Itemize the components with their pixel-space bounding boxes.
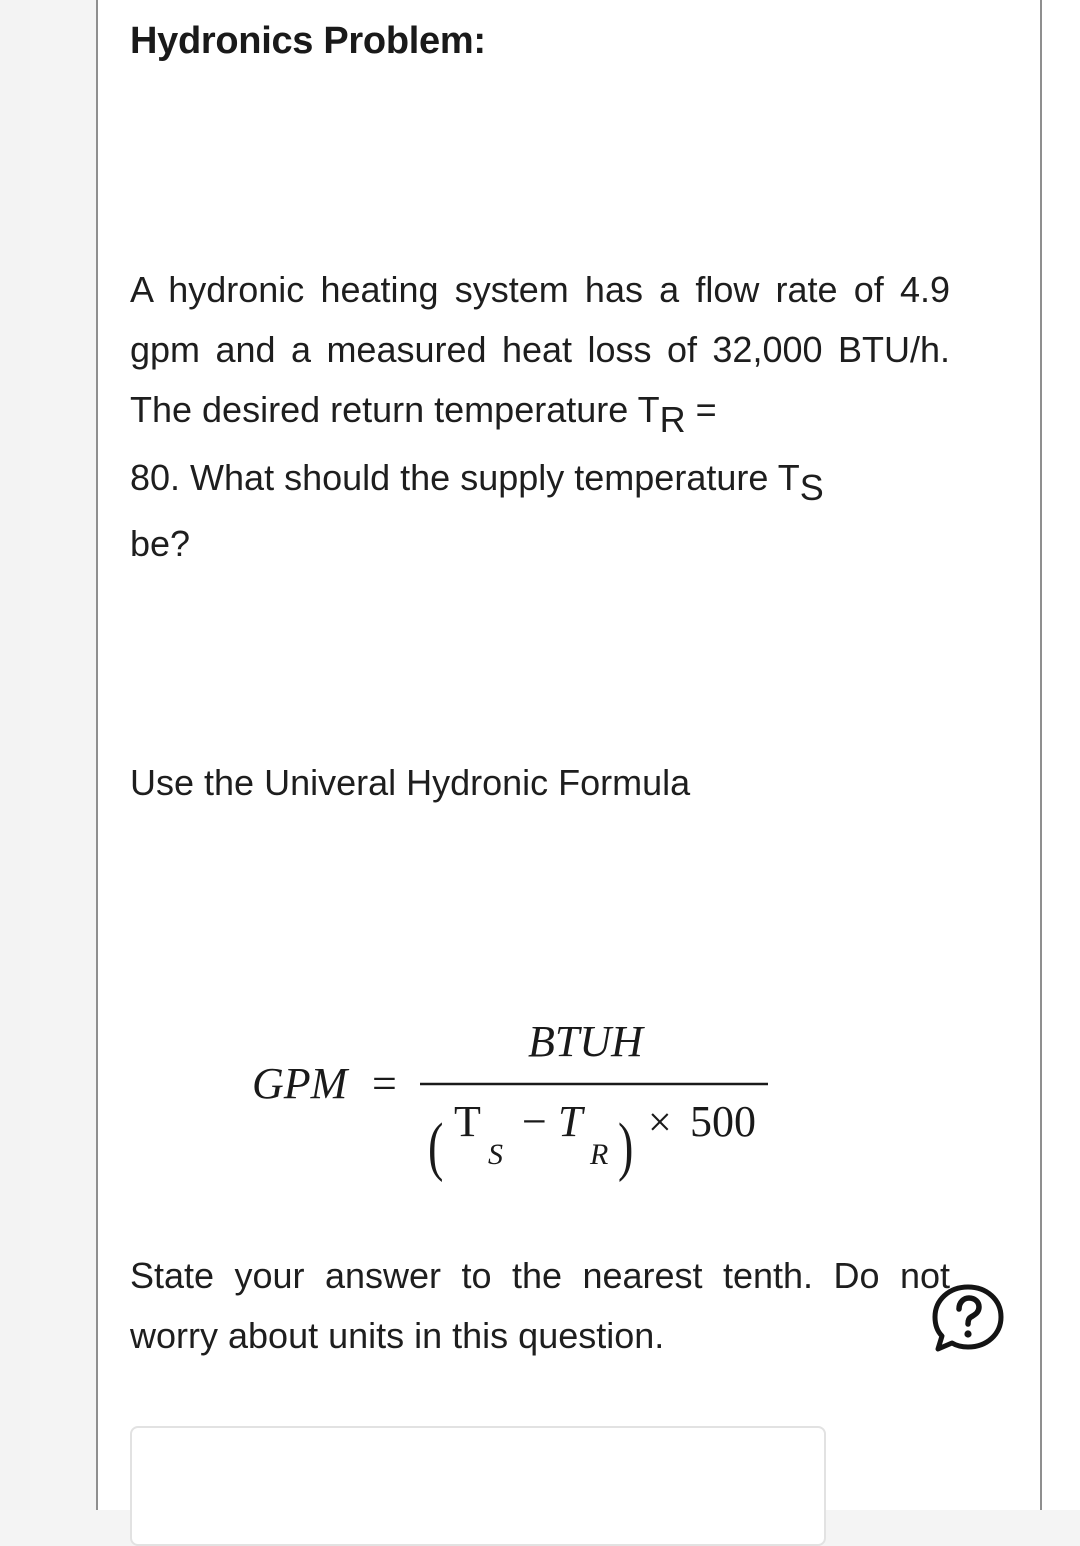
problem-text-part2: = — [685, 389, 717, 430]
problem-text — [130, 260, 950, 574]
answer-instructions: State your answer to the nearest tenth. Do not worry about units in this question. — [130, 1255, 950, 1356]
formula-paren-close: ) — [618, 1110, 634, 1184]
problem-text-part3: 80. What should the supply temperature T — [130, 457, 800, 498]
formula-numerator: BTUH — [528, 1017, 643, 1066]
formula-minus: − — [522, 1097, 547, 1146]
formula-constant: 500 — [690, 1097, 756, 1146]
problem-text-part4: be? — [130, 523, 191, 564]
answer-input[interactable] — [130, 1426, 826, 1546]
left-gutter — [0, 0, 30, 1510]
formula-intro: Use the Univeral Hydronic Formula — [130, 762, 691, 803]
tr-subscript: R — [659, 399, 686, 440]
formula-lhs: GPM — [252, 1059, 348, 1108]
formula-paren-open: ( — [428, 1110, 444, 1184]
ts-subscript: S — [799, 467, 824, 508]
formula-times: × — [648, 1100, 672, 1146]
formula-tr-sub: R — [590, 1138, 609, 1171]
formula-tr: T — [558, 1097, 583, 1146]
right-gutter — [1042, 0, 1080, 1510]
page-title: Hydronics Problem: — [130, 20, 486, 62]
help-speech-bubble-icon[interactable] — [930, 1283, 1006, 1355]
formula-equals: = — [372, 1059, 397, 1108]
problem-text-part1: A hydronic heating system has a flow rate of 4.9 gpm and a measured heat loss of 32,000 BTU/h. The desired return temperature T — [130, 269, 950, 430]
formula-ts: T — [454, 1097, 481, 1146]
formula-ts-sub: S — [488, 1138, 503, 1171]
universal-hydronic-formula — [240, 1000, 800, 1200]
